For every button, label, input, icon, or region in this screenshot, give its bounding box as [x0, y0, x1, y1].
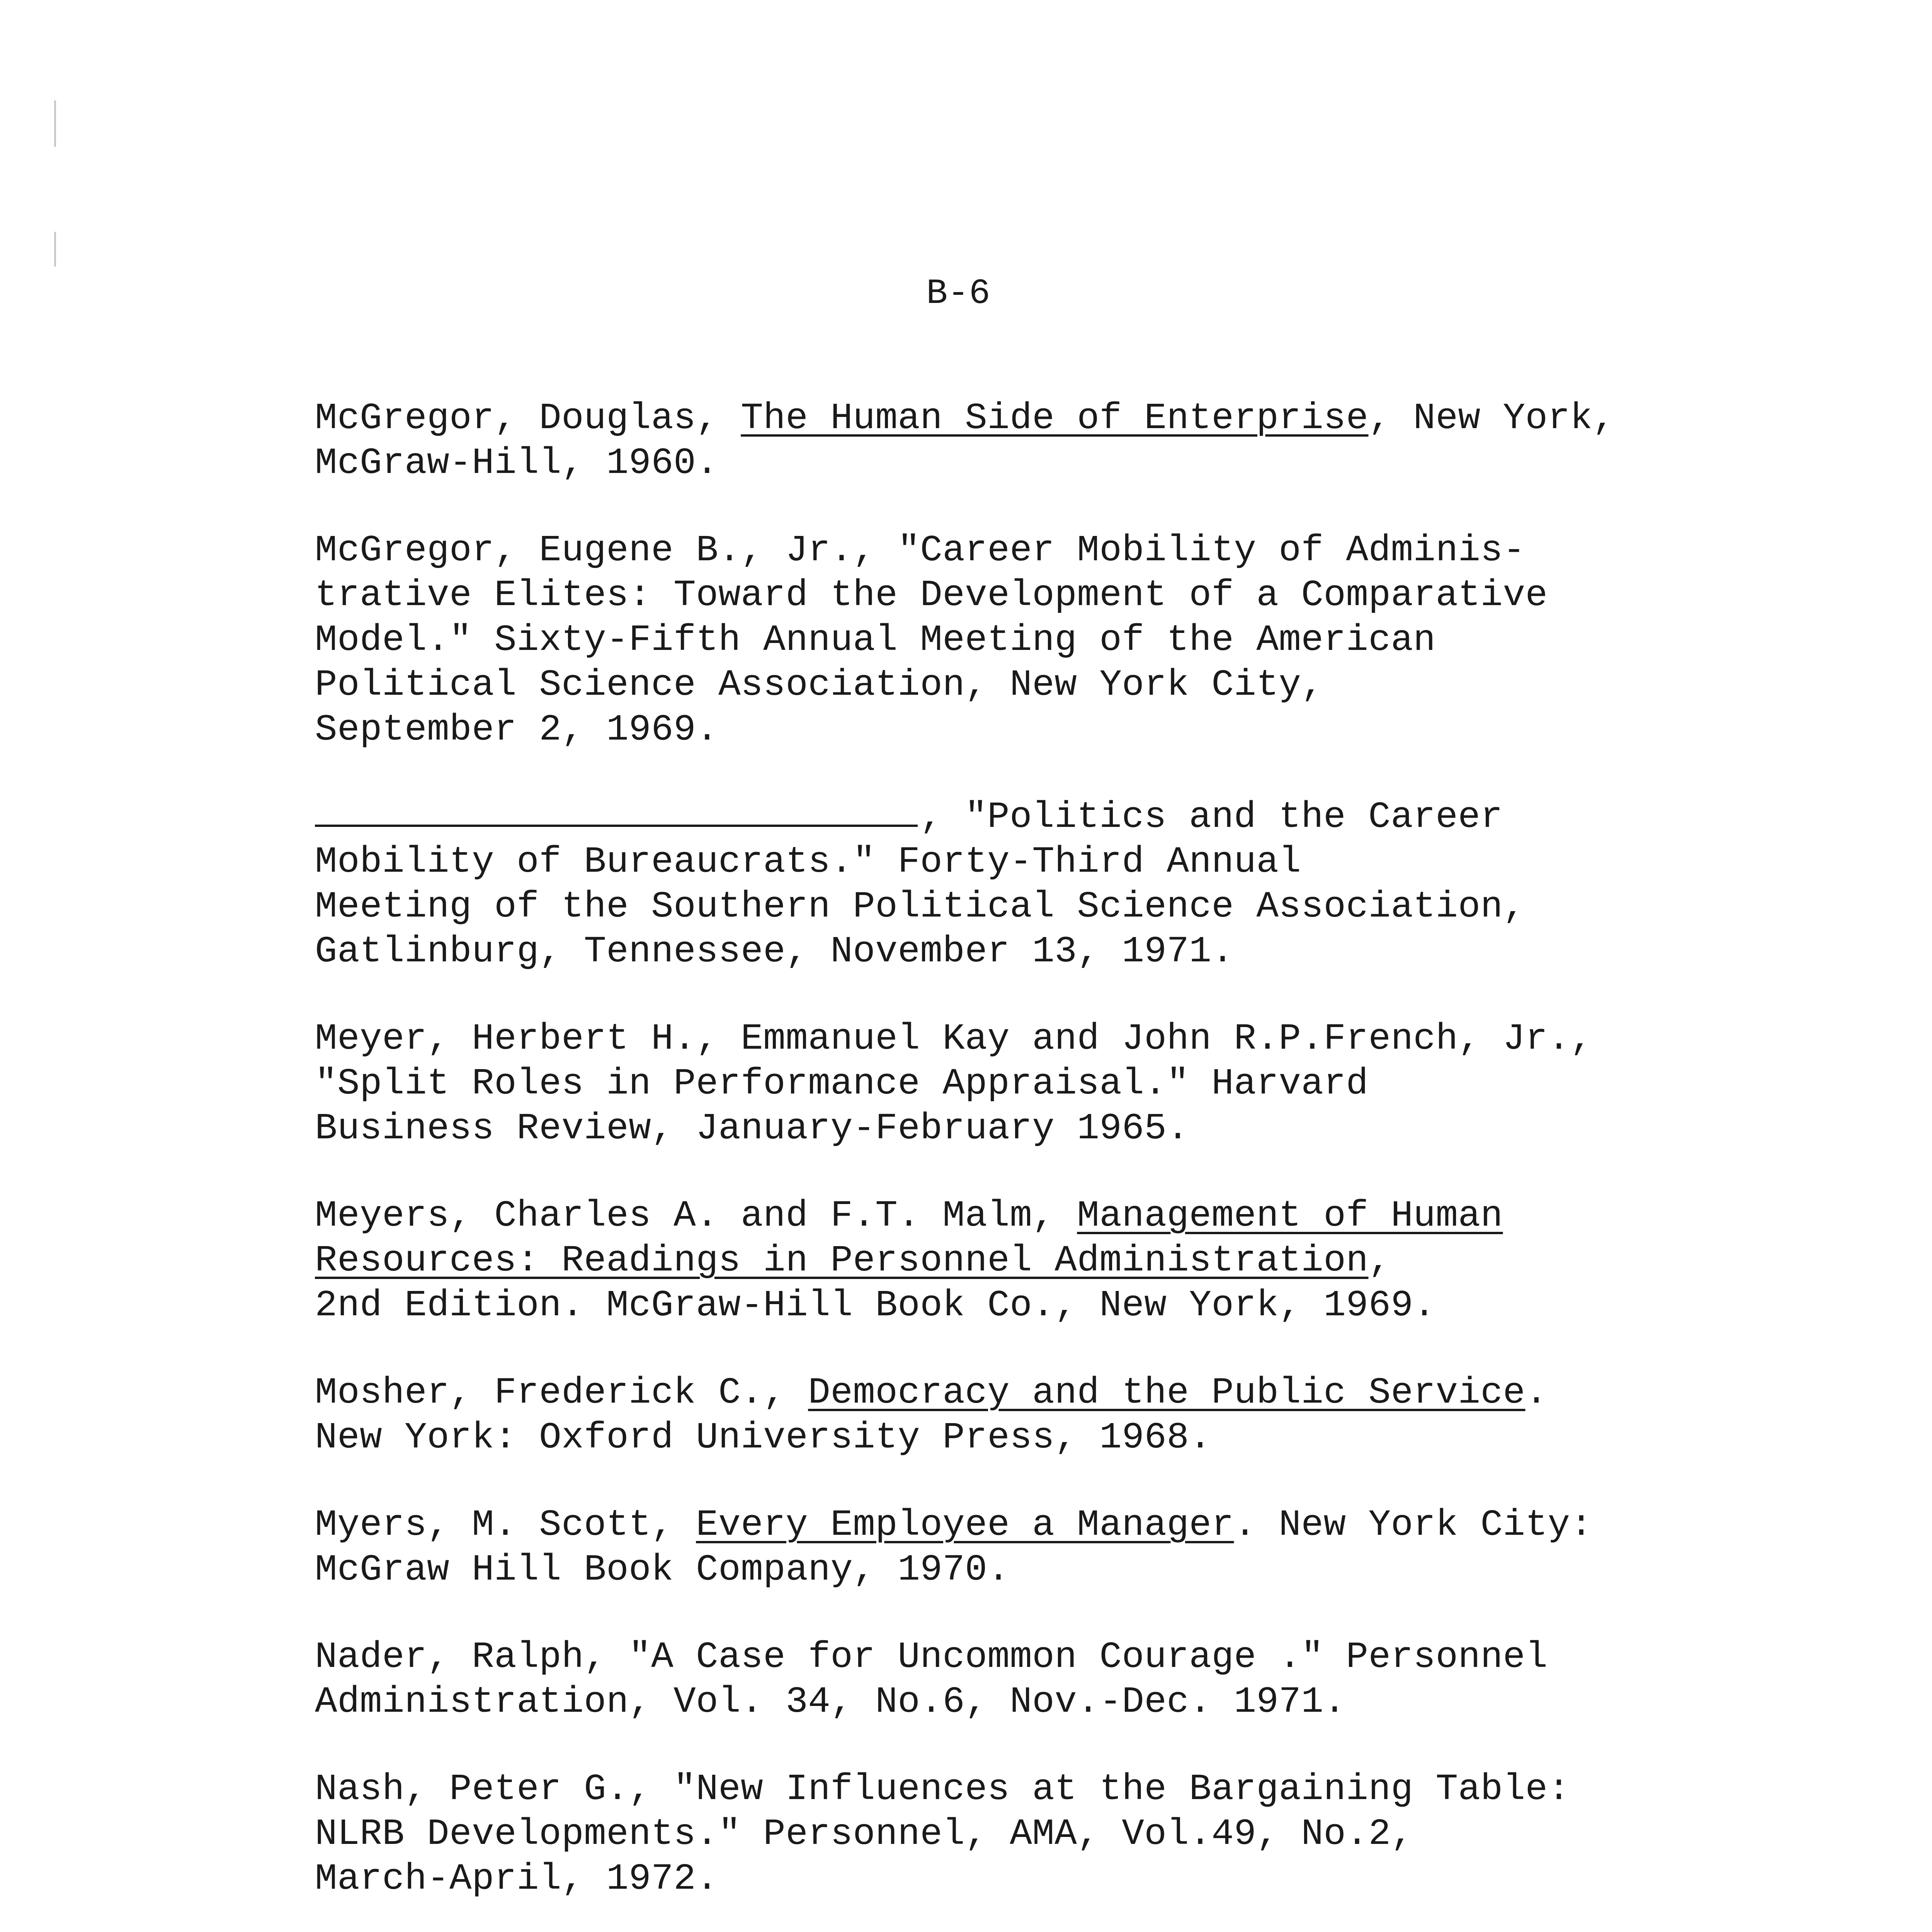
entry-title-underlined: Resources: Readings in Personnel Administration: [315, 1240, 1369, 1282]
entry-text: Gatlinburg, Tennessee, November 13, 1971.: [315, 930, 1234, 973]
entry-line: [315, 1371, 1752, 1415]
entry-text: Mobility of Bureaucrats." Forty-Third Annual: [315, 841, 1301, 883]
entry-text: Business Review, January-February 1965.: [315, 1107, 1189, 1150]
entry-line: [315, 1812, 1752, 1857]
entry-text: Model." Sixty-Fifth Annual Meeting of the American: [315, 619, 1436, 661]
bibliography-entry: [315, 1371, 1752, 1460]
entry-text: Myers, M. Scott,: [315, 1504, 696, 1546]
entry-line: [315, 1017, 1752, 1061]
entry-text: .: [1525, 1372, 1548, 1414]
entry-text: Nash, Peter G., "New Influences at the Bargaining Table:: [315, 1768, 1570, 1810]
entry-line: [315, 707, 1752, 752]
entry-line: [315, 929, 1752, 974]
entry-title-underlined: Management of Human: [1077, 1195, 1503, 1237]
entry-text: . New York City:: [1234, 1504, 1593, 1546]
bibliography-entry: [315, 1017, 1752, 1151]
entry-text: trative Elites: Toward the Development of a Comparative: [315, 574, 1548, 616]
entry-text: McGregor, Eugene B., Jr., "Career Mobility of Adminis-: [315, 529, 1526, 571]
entry-line: [315, 1194, 1752, 1238]
entry-title-underlined: The Human Side of Enterprise: [741, 397, 1369, 439]
entry-line: [315, 1238, 1752, 1283]
entry-line: [315, 1857, 1752, 1901]
entry-line: [315, 1283, 1752, 1328]
repeated-author-rule: [315, 825, 918, 827]
entry-title-underlined: Every Employee a Manager: [696, 1504, 1234, 1546]
entry-text: 2nd Edition. McGraw-Hill Book Co., New York, 1969.: [315, 1284, 1436, 1327]
entry-text: March-April, 1972.: [315, 1858, 719, 1900]
bibliography-entry: [315, 528, 1752, 752]
entry-line: [315, 1635, 1752, 1680]
entry-text: , "Politics and the Career: [920, 796, 1503, 838]
entry-line: [315, 528, 1752, 573]
entry-text: McGraw Hill Book Company, 1970.: [315, 1549, 1010, 1591]
entry-title-underlined: Democracy and the Public Service: [808, 1372, 1526, 1414]
entry-line: [315, 663, 1752, 707]
bibliography-entry: [315, 1503, 1752, 1592]
entry-text: Mosher, Frederick C.,: [315, 1372, 808, 1414]
entry-text: McGraw-Hill, 1960.: [315, 442, 719, 484]
entry-text: Meyer, Herbert H., Emmanuel Kay and John R.P.French, Jr.,: [315, 1018, 1593, 1060]
bibliography-list: [315, 396, 1752, 1932]
entry-text: "Split Roles in Performance Appraisal." Harvard: [315, 1063, 1369, 1105]
entry-line: [315, 1767, 1752, 1812]
entry-line: [315, 1680, 1752, 1725]
bibliography-entry: [315, 1194, 1752, 1328]
entry-line: [315, 1415, 1752, 1460]
entry-text: Nader, Ralph, "A Case for Uncommon Courage ." Personnel: [315, 1636, 1548, 1678]
entry-text: , New York,: [1368, 397, 1615, 439]
entry-line: [315, 573, 1752, 618]
scan-margin-mark: [54, 232, 56, 267]
scan-margin-mark: [54, 100, 56, 147]
entry-line: [315, 618, 1752, 663]
bibliography-entry: [315, 795, 1752, 974]
entry-text: Political Science Association, New York City,: [315, 664, 1324, 706]
entry-line: [315, 1503, 1752, 1548]
page-number: B-6: [926, 273, 990, 314]
entry-text: New York: Oxford University Press, 1968.: [315, 1417, 1212, 1459]
entry-line: [315, 1106, 1752, 1151]
entry-text: McGregor, Douglas,: [315, 397, 741, 439]
entry-text: Meeting of the Southern Political Science Association,: [315, 886, 1526, 928]
entry-text: NLRB Developments." Personnel, AMA, Vol.49, No.2,: [315, 1813, 1413, 1855]
bibliography-entry: [315, 1635, 1752, 1725]
entry-text: ,: [1368, 1240, 1391, 1282]
entry-line: [431, 795, 1752, 840]
entry-text: Meyers, Charles A. and F.T. Malm,: [315, 1195, 1077, 1237]
bibliography-entry: [315, 396, 1752, 486]
bibliography-entry: [315, 1767, 1752, 1901]
entry-line: [315, 884, 1752, 929]
entry-text: Administration, Vol. 34, No.6, Nov.-Dec. 1971.: [315, 1681, 1346, 1723]
entry-line: [315, 396, 1752, 441]
entry-text: September 2, 1969.: [315, 709, 719, 751]
entry-line: [315, 1061, 1752, 1106]
entry-line: [315, 441, 1752, 486]
entry-line: [315, 1548, 1752, 1592]
entry-line: [315, 840, 1752, 884]
